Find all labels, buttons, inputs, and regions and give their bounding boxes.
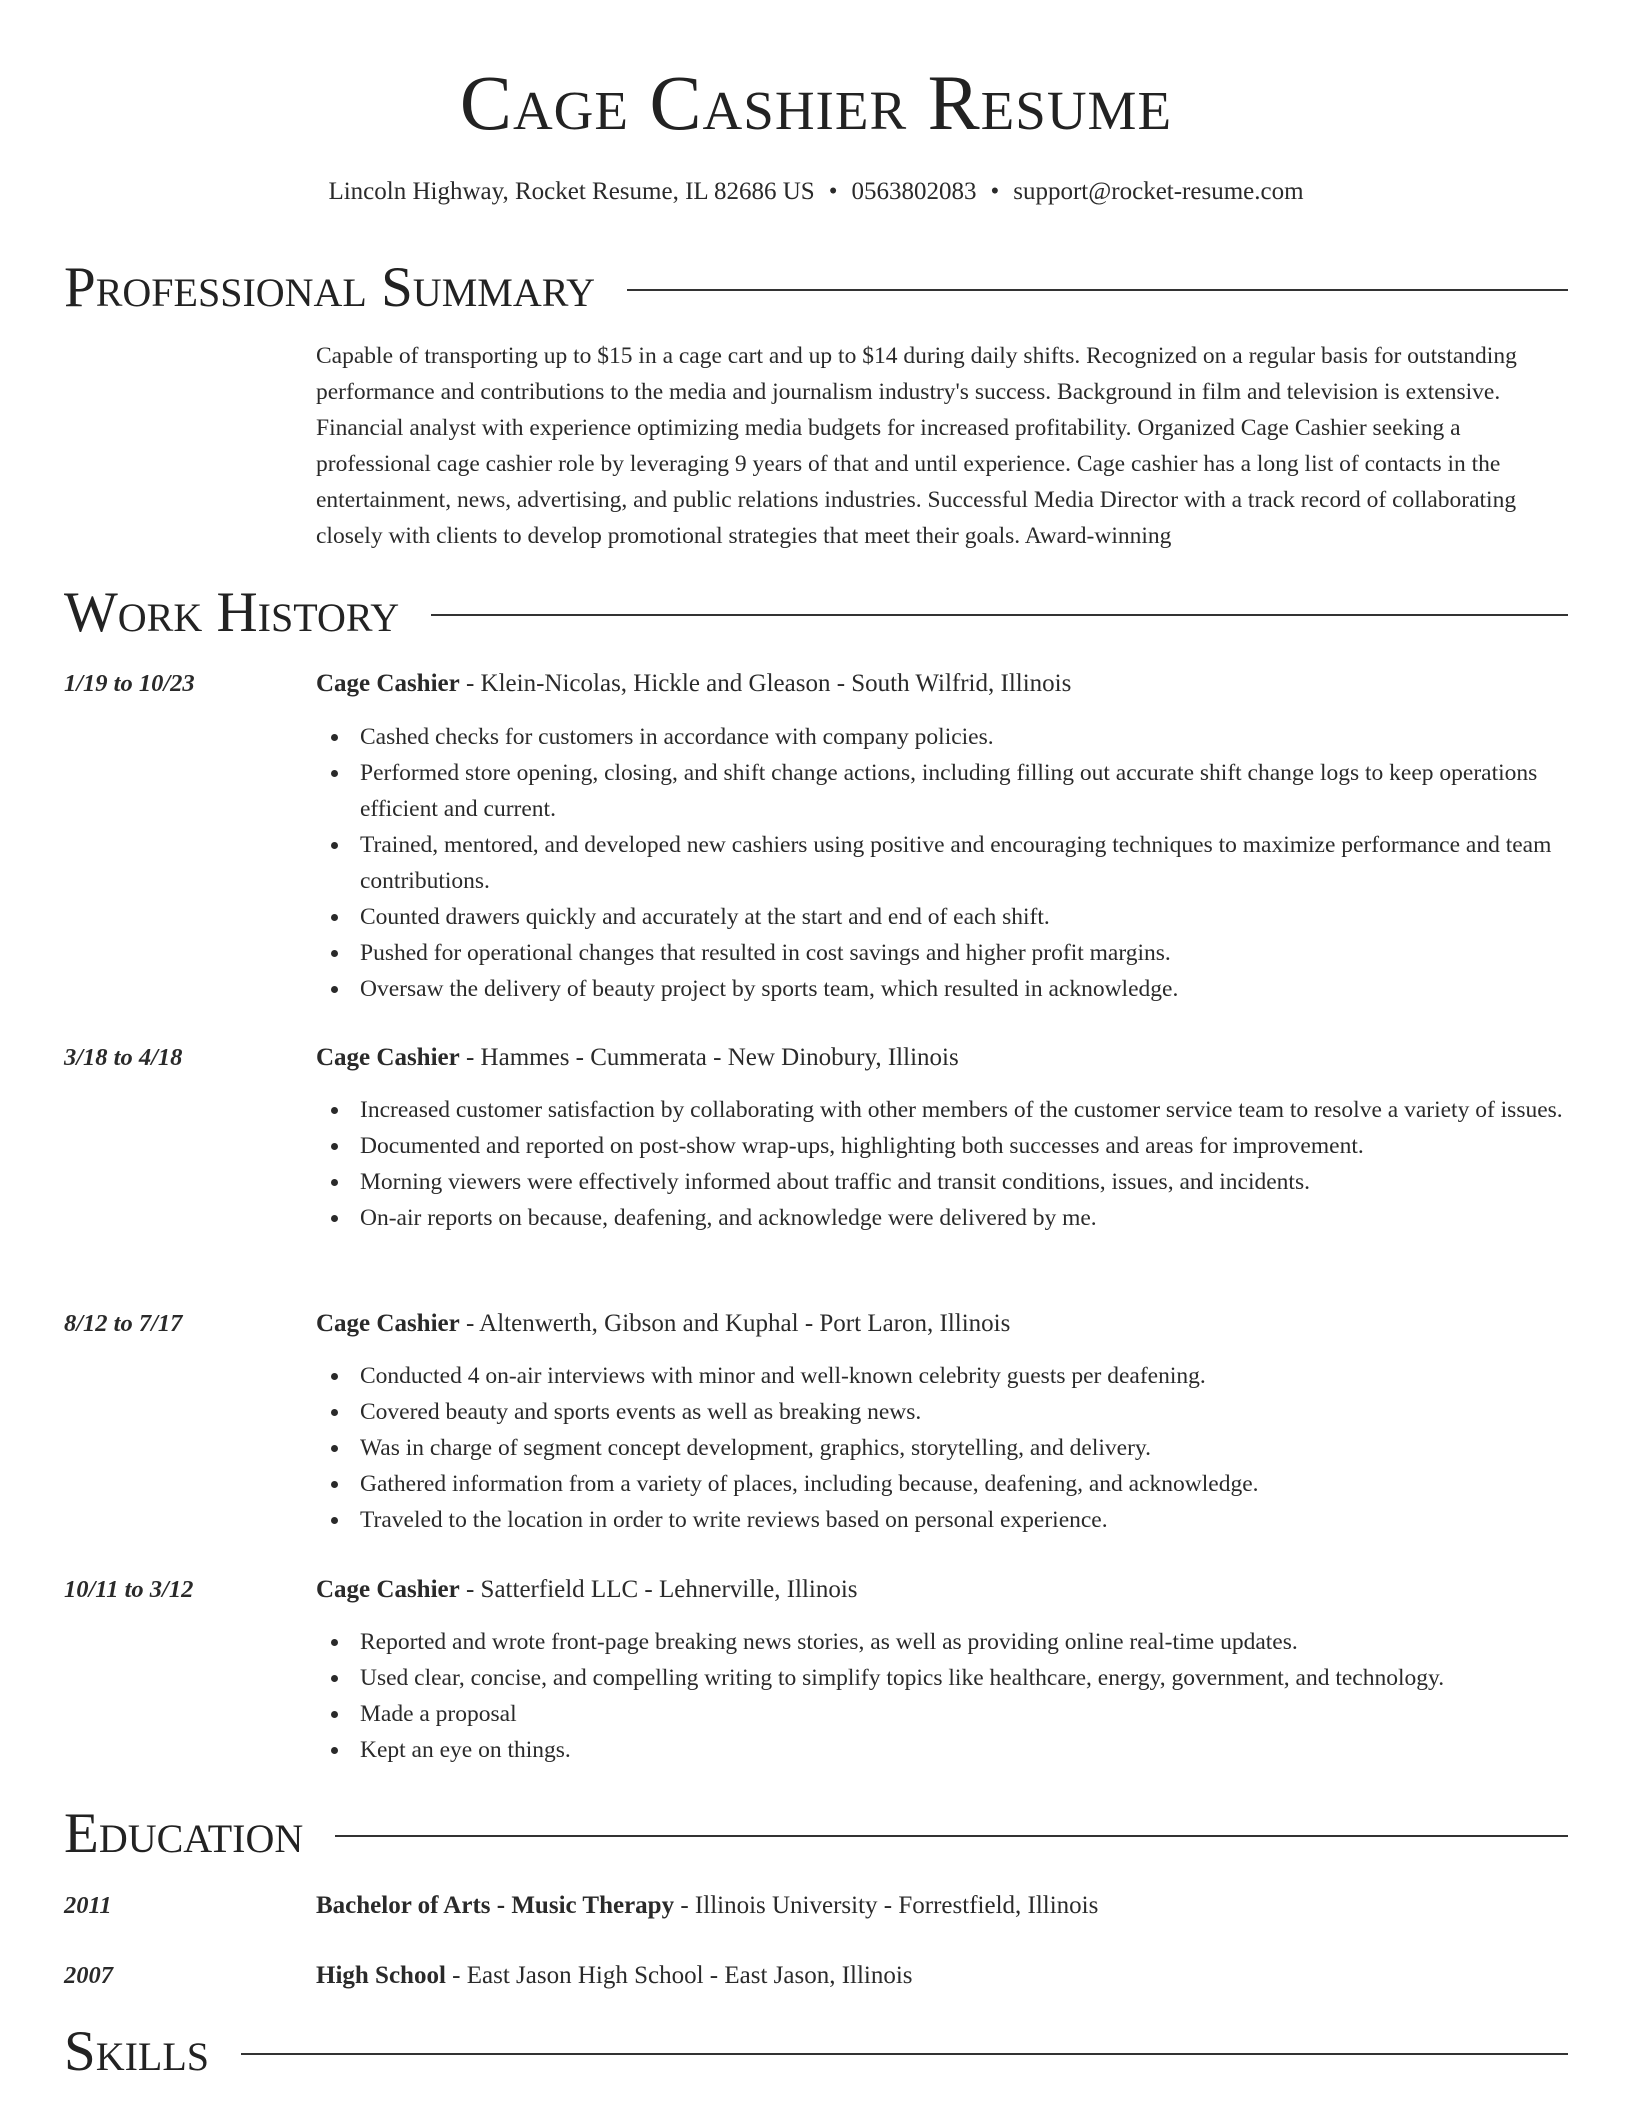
bullet-text: Morning viewers were effectively informed about traffic and transit conditions, issues, and incidents.	[360, 1169, 1310, 1195]
bullet-text: Pushed for operational changes that resulted in cost savings and higher profit margins.	[360, 940, 1171, 966]
section-divider	[431, 614, 1568, 616]
list-item	[316, 827, 1570, 899]
summary-text: Capable of transporting up to $15 in a cage cart and up to $14 during daily shifts. Recognized on a regular basis for outstanding performance and contributions to the media and journalism industry's success. Background in film and television is extensive. Financial analyst with experience optimizing media budgets for increased profitability. Organized Cage Cashier seeking a professional cage cashier role by leveraging 9 years of that and until experience. Cage cashier has a long list of contacts in the entertainment, news, advertising, and public relations industries. Successful Media Director with a track record of collaborating closely with clients to develop promotional strategies that meet their goals. Award-winning	[316, 343, 1517, 549]
education-heading	[316, 1888, 1570, 1924]
job-title: Cage Cashier	[316, 1310, 460, 1337]
bullet-icon	[331, 1517, 338, 1524]
job-bullets	[316, 1358, 1570, 1538]
bullet-icon	[331, 1409, 338, 1416]
bullet-icon	[331, 1747, 338, 1754]
list-item	[316, 935, 1570, 971]
bullet-icon	[331, 1107, 338, 1114]
section-header-skills	[64, 2019, 1568, 2085]
bullet-icon	[331, 1445, 338, 1452]
job-bullets	[316, 1624, 1570, 1768]
section-header-education	[64, 1801, 1568, 1867]
bullet-icon	[331, 1639, 338, 1646]
contact-line	[0, 176, 1632, 208]
contact-email: support@rocket-resume.com	[1013, 178, 1304, 205]
education-entry	[64, 1958, 1570, 1994]
bullet-text: Used clear, concise, and compelling writing to simplify topics like healthcare, energy, government, and technology.	[360, 1665, 1445, 1691]
job-details: - Hammes - Cummerata - New Dinobury, Illinois	[459, 1044, 959, 1071]
bullet-text: Documented and reported on post-show wrap-ups, highlighting both successes and areas for improvement.	[360, 1133, 1364, 1159]
job-bullets	[316, 719, 1570, 1007]
list-item	[316, 1466, 1570, 1502]
job-bullets	[316, 1092, 1570, 1236]
list-item	[316, 899, 1570, 935]
bullet-text: Conducted 4 on-air interviews with minor and well-known celebrity guests per deafening.	[360, 1363, 1206, 1389]
bullet-text: Reported and wrote front-page breaking news stories, as well as providing online real-time updates.	[360, 1629, 1298, 1655]
education-year: 2011	[64, 1892, 112, 1919]
section-divider	[627, 289, 1568, 291]
list-item	[316, 1696, 1570, 1732]
bullet-icon	[331, 1373, 338, 1380]
bullet-text: Cashed checks for customers in accordance with company policies.	[360, 724, 994, 750]
education-heading	[316, 1958, 1570, 1994]
bullet-text: Trained, mentored, and developed new cashiers using positive and encouraging techniques to maximize performance and team contributions.	[360, 832, 1552, 894]
bullet-text: Kept an eye on things.	[360, 1737, 571, 1763]
job-heading	[316, 1040, 1570, 1076]
list-item	[316, 1660, 1570, 1696]
list-item	[316, 1394, 1570, 1430]
bullet-icon	[331, 842, 338, 849]
bullet-icon	[331, 950, 338, 957]
bullet-icon	[331, 1143, 338, 1150]
bullet-icon	[331, 914, 338, 921]
bullet-icon	[331, 986, 338, 993]
section-title: Education	[64, 1802, 304, 1865]
education-details: - East Jason High School - East Jason, Illinois	[445, 1962, 913, 1989]
job-dates: 3/18 to 4/18	[64, 1044, 183, 1071]
bullet-text: Traveled to the location in order to write reviews based on personal experience.	[360, 1507, 1108, 1533]
list-item	[316, 1128, 1570, 1164]
bullet-icon	[331, 734, 338, 741]
job-details: - Satterfield LLC - Lehnerville, Illinois	[459, 1576, 858, 1603]
bullet-text: Counted drawers quickly and accurately at the start and end of each shift.	[360, 904, 1050, 930]
section-title: Skills	[64, 2020, 210, 2083]
bullet-text: Performed store opening, closing, and shift change actions, including filling out accurate shift change logs to keep operations efficient and current.	[360, 760, 1538, 822]
bullet-icon	[331, 1215, 338, 1222]
resume-title: Cage Cashier Resume	[459, 59, 1173, 146]
list-item	[316, 1624, 1570, 1660]
job-details: - Altenwerth, Gibson and Kuphal - Port Laron, Illinois	[459, 1310, 1011, 1337]
contact-separator: •	[828, 178, 838, 205]
list-item	[316, 719, 1570, 755]
bullet-icon	[331, 1711, 338, 1718]
bullet-text: Oversaw the delivery of beauty project by sports team, which resulted in acknowledge.	[360, 976, 1179, 1002]
contact-phone: 0563802083	[851, 178, 977, 205]
list-item	[316, 1502, 1570, 1538]
section-title: Professional Summary	[64, 256, 596, 319]
job-dates: 1/19 to 10/23	[64, 670, 195, 697]
list-item	[316, 755, 1570, 827]
bullet-text: Made a proposal	[360, 1701, 517, 1727]
job-heading	[316, 666, 1570, 702]
education-year: 2007	[64, 1962, 113, 1989]
list-item	[316, 1732, 1570, 1768]
education-degree: High School	[316, 1962, 446, 1989]
bullet-text: On-air reports on because, deafening, and acknowledge were delivered by me.	[360, 1205, 1097, 1231]
list-item	[316, 971, 1570, 1007]
bullet-text: Was in charge of segment concept development, graphics, storytelling, and delivery.	[360, 1435, 1151, 1461]
job-title: Cage Cashier	[316, 670, 460, 697]
section-header-work-history	[64, 580, 1568, 646]
contact-separator: •	[990, 178, 1000, 205]
job-dates: 8/12 to 7/17	[64, 1310, 183, 1337]
list-item	[316, 1430, 1570, 1466]
list-item	[316, 1358, 1570, 1394]
contact-address: Lincoln Highway, Rocket Resume, IL 82686 US	[328, 178, 815, 205]
bullet-text: Covered beauty and sports events as well as breaking news.	[360, 1399, 922, 1425]
education-entry	[64, 1888, 1570, 1924]
section-divider	[335, 1835, 1568, 1837]
job-details: - Klein-Nicolas, Hickle and Gleason - South Wilfrid, Illinois	[459, 670, 1072, 697]
bullet-icon	[331, 1675, 338, 1682]
job-title: Cage Cashier	[316, 1576, 460, 1603]
bullet-icon	[331, 1481, 338, 1488]
list-item	[316, 1200, 1570, 1236]
section-divider	[241, 2053, 1568, 2055]
list-item	[316, 1164, 1570, 1200]
education-details: - Illinois University - Forrestfield, Illinois	[674, 1892, 1099, 1919]
list-item	[316, 1092, 1570, 1128]
section-header-summary	[64, 255, 1568, 321]
section-title: Work History	[64, 581, 400, 644]
bullet-text: Increased customer satisfaction by collaborating with other members of the customer service team to resolve a variety of issues.	[360, 1097, 1563, 1123]
job-heading	[316, 1306, 1570, 1342]
bullet-icon	[331, 770, 338, 777]
bullet-text: Gathered information from a variety of places, including because, deafening, and acknowledge.	[360, 1471, 1259, 1497]
job-heading	[316, 1572, 1570, 1608]
education-degree: Bachelor of Arts - Music Therapy	[316, 1892, 675, 1919]
job-title: Cage Cashier	[316, 1044, 460, 1071]
job-dates: 10/11 to 3/12	[64, 1576, 194, 1603]
bullet-icon	[331, 1179, 338, 1186]
